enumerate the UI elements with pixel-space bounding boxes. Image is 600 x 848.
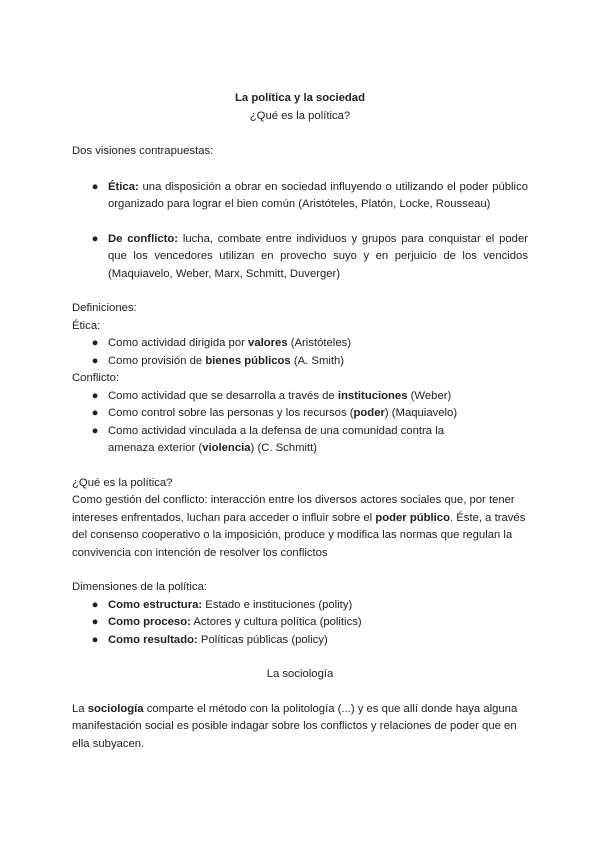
bullet-icon: ● bbox=[91, 180, 99, 193]
vision-conflicto bbox=[72, 231, 528, 284]
que-es-paragraph: Como gestión del conflicto: interacción entre los diversos actores sociales que, por tener intereses enfrentados, luchan para acceder o influir sobre el poder público. Éste, a través del consenso cooperativo o la imposición, produce y modifica las normas que regulan la convivencia con intención de resolver los conflictos bbox=[72, 494, 526, 559]
page-subtitle: ¿Qué es la política? bbox=[249, 109, 351, 122]
document-page bbox=[72, 90, 528, 753]
bullet-icon: ● bbox=[91, 232, 99, 245]
list-item: ● Como actividad que se desarrolla a través de instituciones (Weber) bbox=[72, 388, 528, 406]
list-item: ● Como provisión de bienes públicos (A. Smith) bbox=[72, 353, 528, 371]
page-title: La política y la sociedad bbox=[235, 92, 365, 104]
bullet-icon: ● bbox=[91, 337, 99, 349]
visions-list bbox=[72, 179, 528, 284]
definiciones-etica-list bbox=[72, 335, 528, 370]
list-item: ● Como control sobre las personas y los recursos (poder) (Maquiavelo) bbox=[72, 405, 528, 423]
vision-conflicto-term: De conflicto: bbox=[108, 232, 179, 245]
bullet-icon: ● bbox=[91, 424, 99, 437]
bullet-icon: ● bbox=[91, 389, 99, 402]
bullet-icon: ● bbox=[91, 633, 99, 646]
bullet-icon: ● bbox=[91, 354, 99, 367]
bullet-icon: ● bbox=[91, 598, 99, 611]
definiciones-conflicto-label: Conflicto: bbox=[72, 372, 120, 384]
sociologia-paragraph: La sociología comparte el método con la politología (...) y es que allí donde haya alguna manifestación social es posible indagar sobre los conflictos y relaciones de poder que en ella subyacen. bbox=[72, 702, 518, 750]
vision-etica bbox=[72, 179, 528, 214]
list-item: ● Como proceso: Actores y cultura política (politics) bbox=[72, 614, 528, 632]
que-es-heading: ¿Qué es la política? bbox=[72, 476, 173, 489]
definiciones-conflicto-list bbox=[72, 388, 528, 458]
list-item: ● Como estructura: Estado e instituciones (polity) bbox=[72, 597, 528, 615]
visions-intro: Dos visiones contrapuestas: bbox=[72, 145, 214, 157]
vision-etica-term: Ética: bbox=[108, 180, 139, 193]
dimensiones-heading: Dimensiones de la política: bbox=[72, 581, 208, 593]
bullet-icon: ● bbox=[91, 407, 99, 419]
list-item: ● Como resultado: Políticas públicas (policy) bbox=[72, 632, 528, 650]
list-item: ● Como actividad dirigida por valores (Aristóteles) bbox=[72, 335, 528, 353]
bullet-icon: ● bbox=[91, 616, 99, 628]
list-item: ● Como actividad vinculada a la defensa de una comunidad contra la amenaza exterior (violencia) (C. Schmitt) bbox=[91, 424, 444, 454]
vision-conflicto-text: lucha, combate entre individuos y grupos para conquistar el poder que los vencedores utilizan en provecho suyo y en perjuicio de los vencidos (Maquiavelo, Weber, Marx, Schmitt, Duverger) bbox=[108, 232, 528, 280]
definiciones-heading: Definiciones: bbox=[72, 302, 137, 314]
sociologia-heading: La sociología bbox=[266, 668, 334, 680]
dimensiones-list bbox=[72, 597, 528, 650]
vision-etica-text: una disposición a obrar en sociedad influyendo o utilizando el poder público organizado para lograr el bien común (Aristóteles, Platón, Locke, Rousseau) bbox=[108, 180, 528, 210]
definiciones-etica-label: Ética: bbox=[72, 319, 101, 332]
